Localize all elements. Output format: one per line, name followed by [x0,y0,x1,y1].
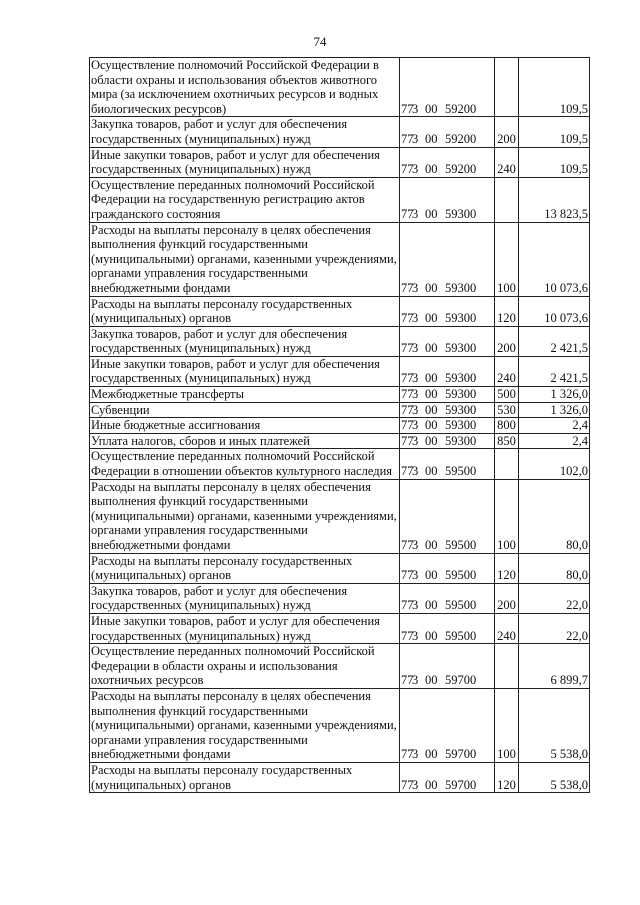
code-part: 59500 [445,628,477,643]
code-part: 00 [425,464,438,479]
code-part: 77 [401,538,414,552]
code-part: 00 [425,131,438,146]
table-row [90,644,590,689]
table-row [90,326,590,356]
expense-name: Осуществление переданных полномочий Российской Федерации на государственную регистрацию актов гражданского состояния [90,177,400,222]
code-part: 59300 [445,311,477,326]
table-row [90,402,590,418]
expense-name: Закупка товаров, работ и услуг для обеспечения государственных (муниципальных) нужд [90,583,400,613]
amount: 109,5 [519,58,590,117]
code-part: 00 [425,162,438,177]
code-part: 59500 [445,598,477,613]
amount: 2,4 [519,433,590,449]
code-part: 77 [401,280,414,295]
amount: 22,0 [519,613,590,643]
table-row [90,613,590,643]
amount: 80,0 [519,553,590,583]
code-part: 00 [425,341,438,356]
code-part: 77 [401,747,414,762]
expense-name: Расходы на выплаты персоналу государственных (муниципальных) органов [90,762,400,792]
code-part: 77 [401,673,414,688]
code-part: 3 [412,280,419,295]
expense-name: Иные бюджетные ассигнования [90,418,400,434]
code-part: 3 [412,206,419,221]
code-part: 3 [412,387,419,402]
expense-type-code [495,449,519,479]
amount: 10 073,6 [519,222,590,296]
table-row [90,387,590,403]
expense-type-code: 100 [495,222,519,296]
expense-name: Закупка товаров, работ и услуг для обеспечения государственных (муниципальных) нужд [90,117,400,147]
amount: 102,0 [519,449,590,479]
code-part: 59700 [445,673,477,688]
target-code [400,326,495,356]
code-part: 3 [412,777,419,792]
code-part: 00 [425,598,438,613]
amount: 1 326,0 [519,387,590,403]
expense-type-code: 100 [495,479,519,553]
code-part: 3 [412,101,419,116]
expense-name: Иные закупки товаров, работ и услуг для обеспечения государственных (муниципальных) нужд [90,356,400,386]
code-part: 00 [425,387,438,402]
code-part: 77 [401,162,414,177]
target-code [400,177,495,222]
target-code [400,762,495,792]
code-part: 3 [412,673,419,688]
amount: 5 538,0 [519,762,590,792]
expense-name: Расходы на выплаты персоналу в целях обеспечения выполнения функций государственными (муниципальными) органами, казенными учреждениями, органами управления государственными внебюджетными фондами [90,479,400,553]
table-row [90,449,590,479]
code-part: 59300 [445,418,477,433]
code-part: 00 [425,747,438,762]
expense-name: Субвенции [90,402,400,418]
expense-type-code: 120 [495,762,519,792]
code-part: 3 [412,341,419,356]
expense-name: Осуществление полномочий Российской Федерации в области охраны и использования объектов животного мира (за исключением охотничьих ресурсов и водных биологических ресурсов) [90,58,400,117]
expense-type-code: 800 [495,418,519,434]
target-code [400,296,495,326]
code-part: 3 [412,747,419,762]
code-part: 00 [425,311,438,326]
amount: 2 421,5 [519,326,590,356]
target-code [400,147,495,177]
target-code [400,58,495,117]
code-part: 3 [412,402,419,417]
code-part: 3 [412,433,419,448]
expense-type-code: 100 [495,688,519,762]
table-row [90,58,590,117]
table-row [90,147,590,177]
code-part: 59200 [445,131,477,146]
code-part: 77 [401,598,414,613]
target-code [400,583,495,613]
expense-name: Иные закупки товаров, работ и услуг для обеспечения государственных (муниципальных) нужд [90,613,400,643]
code-part: 59300 [445,402,477,417]
code-part: 59700 [445,747,477,762]
expense-type-code: 240 [495,613,519,643]
code-part: 00 [425,418,438,433]
code-part: 3 [412,371,419,386]
expense-type-code [495,177,519,222]
code-part: 59500 [445,538,477,552]
amount: 6 899,7 [519,644,590,689]
target-code [400,553,495,583]
expense-type-code: 530 [495,402,519,418]
expense-type-code: 120 [495,296,519,326]
code-part: 3 [412,538,419,552]
code-part: 59300 [445,371,477,386]
expense-type-code: 200 [495,117,519,147]
expense-name: Уплата налогов, сборов и иных платежей [90,433,400,449]
target-code [400,117,495,147]
expense-type-code: 850 [495,433,519,449]
expense-type-code [495,58,519,117]
code-part: 77 [401,311,414,326]
code-part: 59300 [445,206,477,221]
code-part: 00 [425,402,438,417]
code-part: 59300 [445,387,477,402]
amount: 22,0 [519,583,590,613]
table-row [90,177,590,222]
code-part: 77 [401,206,414,221]
amount: 10 073,6 [519,296,590,326]
code-part: 77 [401,371,414,386]
code-part: 00 [425,568,438,583]
expense-name: Иные закупки товаров, работ и услуг для обеспечения государственных (муниципальных) нужд [90,147,400,177]
code-part: 3 [412,598,419,613]
expense-type-code: 500 [495,387,519,403]
code-part: 77 [401,433,414,448]
budget-table-body [90,58,590,793]
expense-type-code [495,644,519,689]
code-part: 59200 [445,101,477,116]
code-part: 00 [425,101,438,116]
code-part: 00 [425,777,438,792]
code-part: 77 [401,387,414,402]
table-row [90,433,590,449]
target-code [400,356,495,386]
table-row [90,296,590,326]
table-row [90,479,590,553]
amount: 1 326,0 [519,402,590,418]
expense-type-code: 200 [495,326,519,356]
expense-name: Расходы на выплаты персоналу государственных (муниципальных) органов [90,296,400,326]
code-part: 3 [412,311,419,326]
table-row [90,688,590,762]
code-part: 59500 [445,568,477,583]
expense-name: Закупка товаров, работ и услуг для обеспечения государственных (муниципальных) нужд [90,326,400,356]
code-part: 59300 [445,280,477,295]
target-code [400,222,495,296]
amount: 13 823,5 [519,177,590,222]
code-part: 00 [425,628,438,643]
amount: 109,5 [519,147,590,177]
expense-name: Расходы на выплаты персоналу в целях обеспечения выполнения функций государственными (муниципальными) органами, казенными учреждениями, органами управления государственными внебюджетными фондами [90,688,400,762]
expense-name: Осуществление переданных полномочий Российской Федерации в области охраны и использования охотничьих ресурсов [90,644,400,689]
expense-name: Расходы на выплаты персоналу в целях обеспечения выполнения функций государственными (муниципальными) органами, казенными учреждениями, органами управления государственными внебюджетными фондами [90,222,400,296]
amount: 109,5 [519,117,590,147]
target-code [400,479,495,553]
target-code [400,449,495,479]
target-code [400,418,495,434]
code-part: 77 [401,402,414,417]
amount: 2 421,5 [519,356,590,386]
code-part: 00 [425,206,438,221]
code-part: 3 [412,568,419,583]
code-part: 77 [401,341,414,356]
expense-type-code: 120 [495,553,519,583]
code-part: 59300 [445,341,477,356]
table-row [90,117,590,147]
code-part: 77 [401,131,414,146]
target-code [400,644,495,689]
table-row [90,222,590,296]
budget-table [89,57,590,793]
code-part: 00 [425,673,438,688]
expense-type-code: 240 [495,147,519,177]
target-code [400,402,495,418]
expense-name: Межбюджетные трансферты [90,387,400,403]
amount: 2,4 [519,418,590,434]
code-part: 3 [412,131,419,146]
expense-name: Осуществление переданных полномочий Российской Федерации в отношении объектов культурного наследия [90,449,400,479]
target-code [400,613,495,643]
code-part: 59200 [445,162,477,177]
expense-name: Расходы на выплаты персоналу государственных (муниципальных) органов [90,553,400,583]
code-part: 3 [412,464,419,479]
code-part: 3 [412,418,419,433]
expense-type-code: 200 [495,583,519,613]
target-code [400,433,495,449]
code-part: 77 [401,777,414,792]
target-code [400,688,495,762]
code-part: 77 [401,101,414,116]
code-part: 77 [401,418,414,433]
code-part: 77 [401,628,414,643]
expense-type-code: 240 [495,356,519,386]
code-part: 00 [425,433,438,448]
code-part: 59300 [445,433,477,448]
amount: 80,0 [519,479,590,553]
target-code [400,387,495,403]
code-part: 77 [401,568,414,583]
code-part: 77 [401,464,414,479]
page-number: 74 [313,34,327,49]
table-row [90,356,590,386]
table-row [90,762,590,792]
code-part: 59700 [445,777,477,792]
code-part: 00 [425,280,438,295]
code-part: 3 [412,628,419,643]
code-part: 00 [425,371,438,386]
table-row [90,583,590,613]
code-part: 59500 [445,464,477,479]
code-part: 00 [425,538,438,552]
table-row [90,418,590,434]
table-row [90,553,590,583]
code-part: 3 [412,162,419,177]
amount: 5 538,0 [519,688,590,762]
